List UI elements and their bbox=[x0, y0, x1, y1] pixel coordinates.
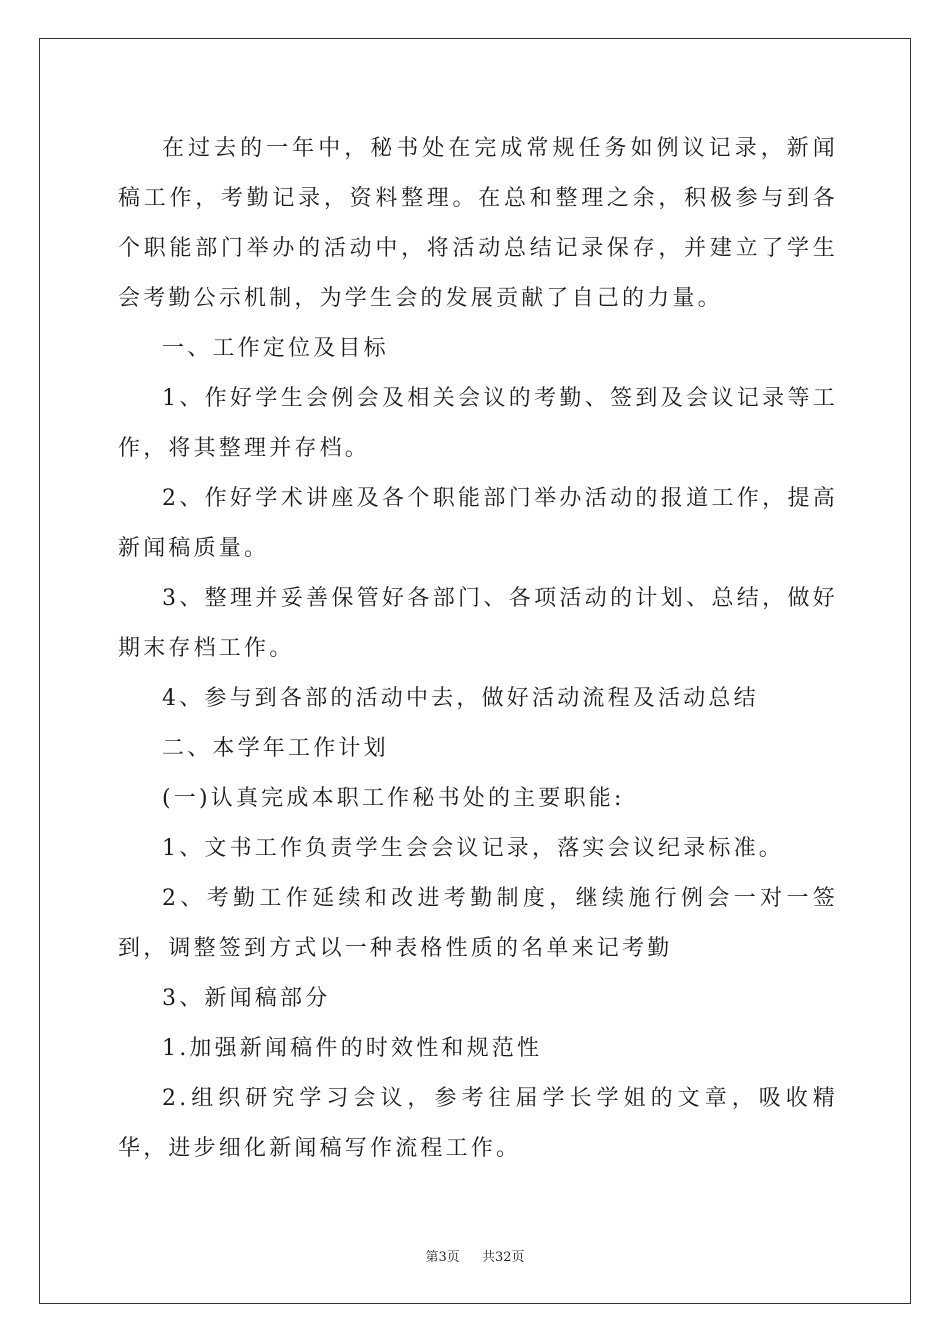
heading-section-1: 一、工作定位及目标 bbox=[162, 336, 389, 361]
list-item: 2、考勤工作延续和改进考勤制度，继续施行例会一对一签到，调整签到方式以一种表格性质的名单来记考勤 bbox=[118, 886, 838, 961]
page-footer bbox=[0, 1246, 950, 1265]
page-number-current: 第3页 bbox=[425, 1250, 460, 1265]
list-item: 1、文书工作负责学生会会议记录，落实会议纪录标准。 bbox=[162, 836, 784, 861]
list-item: 2.组织研究学习会议，参考往届学长学姐的文章，吸收精华，进步细化新闻稿写作流程工作。 bbox=[118, 1086, 838, 1161]
list-item: 1.加强新闻稿件的时效性和规范性 bbox=[162, 1036, 543, 1061]
document-body bbox=[118, 124, 838, 1174]
list-item: 2、作好学术讲座及各个职能部门举办活动的报道工作，提高新闻稿质量。 bbox=[118, 486, 838, 561]
list-item: 3、新闻稿部分 bbox=[162, 986, 331, 1011]
list-item: 4、参与到各部的活动中去，做好活动流程及活动总结 bbox=[162, 686, 759, 711]
heading-section-2: 二、本学年工作计划 bbox=[162, 736, 389, 761]
list-item: 1、作好学生会例会及相关会议的考勤、签到及会议记录等工作，将其整理并存档。 bbox=[118, 386, 838, 461]
paragraph-intro: 在过去的一年中，秘书处在完成常规任务如例议记录，新闻稿工作，考勤记录，资料整理。在总和整理之余，积极参与到各个职能部门举办的活动中，将活动总结记录保存，并建立了学生会考勤公示机制，为学生会的发展贡献了自己的力量。 bbox=[118, 136, 838, 311]
list-item: 3、整理并妥善保管好各部门、各项活动的计划、总结，做好期末存档工作。 bbox=[118, 586, 838, 661]
page-number-total: 共32页 bbox=[482, 1250, 525, 1265]
subheading: (一)认真完成本职工作秘书处的主要职能: bbox=[162, 786, 625, 811]
